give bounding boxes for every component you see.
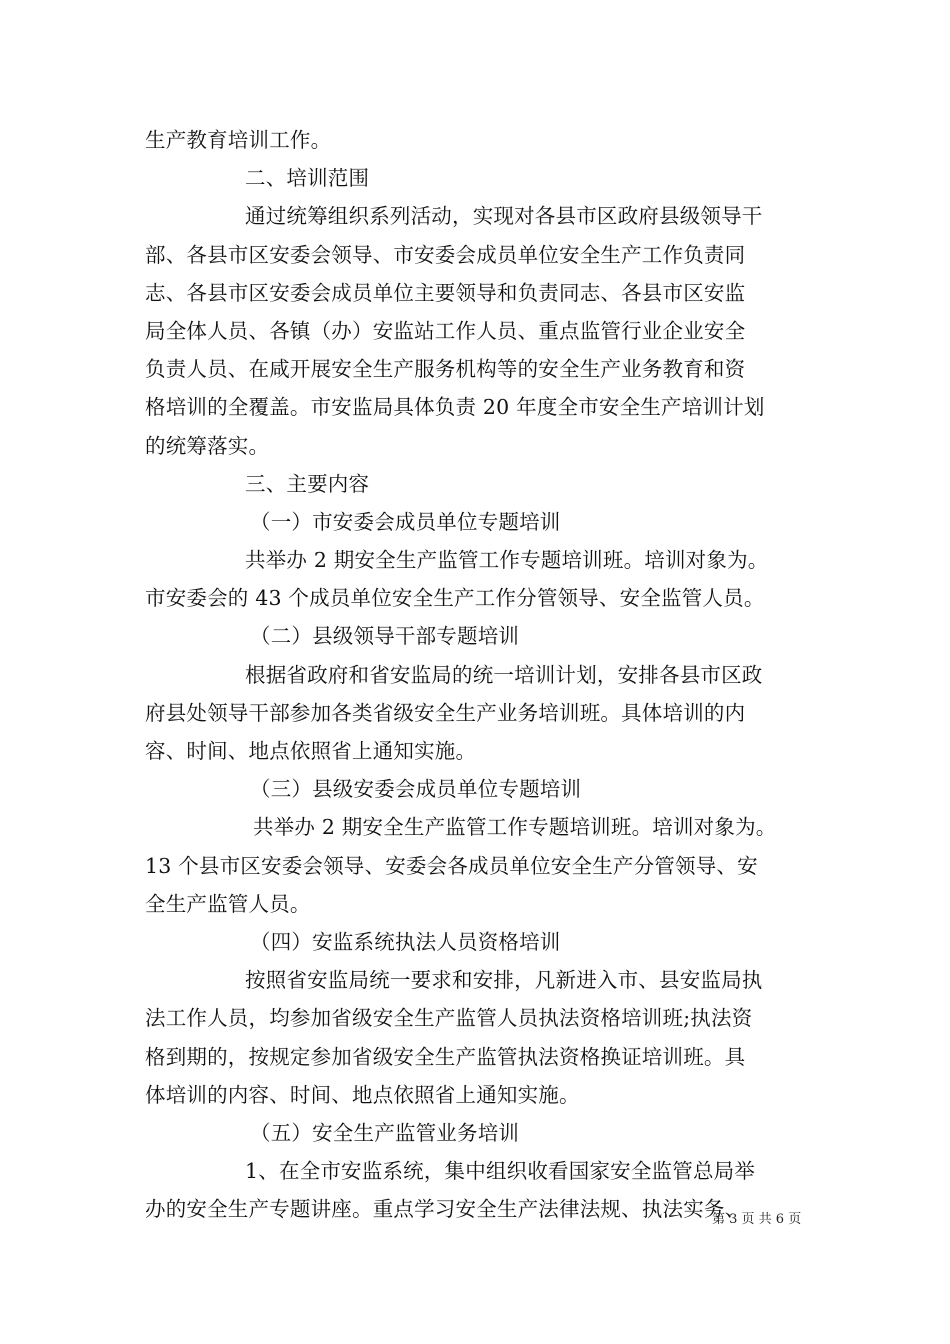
text-line: 市安委会的 43 个成员单位安全生产工作分管领导、安全监管人员。	[145, 586, 765, 611]
document-body	[145, 121, 813, 1228]
text-line: 共举办 2 期安全生产监管工作专题培训班。培训对象为。	[245, 548, 769, 573]
text-line: 共举办 2 期安全生产监管工作专题培训班。培训对象为。	[253, 815, 777, 840]
text-line: 1、在全市安监系统，集中组织收看国家安全监管总局举	[245, 1159, 756, 1184]
text-line: 格培训的全覆盖。市安监局具体负责 20 年度全市安全生产培训计划	[145, 395, 765, 420]
text-line: 负责人员、在咸开展安全生产服务机构等的安全生产业务教育和资	[145, 357, 746, 382]
text-line: 部、各县市区安委会领导、市安委会成员单位安全生产工作负责同	[145, 242, 746, 267]
subsection-heading: （四）安监系统执法人员资格培训	[250, 929, 561, 954]
text-line: 志、各县市区安委会成员单位主要领导和负责同志、各县市区安监	[145, 280, 746, 305]
text-line: 格到期的，按规定参加省级安全生产监管执法资格换证培训班。具	[145, 1044, 746, 1069]
text-line: 府县处领导干部参加各类省级安全生产业务培训班。具体培训的内	[145, 700, 746, 725]
section-heading: 三、主要内容	[245, 471, 370, 496]
text-line: 按照省安监局统一要求和安排，凡新进入市、县安监局执	[245, 968, 763, 993]
text-line: 办的安全生产专题讲座。重点学习安全生产法律法规、执法实务、	[145, 1197, 746, 1222]
text-line: 生产教育培训工作。	[145, 128, 332, 152]
text-line: 局全体人员、各镇（办）安监站工作人员、重点监管行业企业安全	[145, 318, 746, 343]
subsection-heading: （三）县级安委会成员单位专题培训	[250, 777, 582, 802]
text-line: 根据省政府和省安监局的统一培训计划，安排各县市区政	[245, 662, 763, 687]
text-line: 通过统筹组织系列活动，实现对各县市区政府县级领导干	[245, 204, 763, 229]
section-heading: 二、培训范围	[245, 166, 370, 191]
text-line: 全生产监管人员。	[145, 891, 311, 916]
page-number-footer: 第 3 页 共 6 页	[712, 1212, 802, 1227]
subsection-heading: （一）市安委会成员单位专题培训	[250, 509, 561, 534]
text-line: 容、时间、地点依照省上通知实施。	[145, 739, 477, 763]
text-line: 13 个县市区安委会领导、安委会各成员单位安全生产分管领导、安	[145, 853, 758, 878]
text-line: 体培训的内容、时间、地点依照省上通知实施。	[145, 1082, 580, 1107]
text-line: 的统筹落实。	[145, 433, 270, 458]
subsection-heading: （二）县级领导干部专题培训	[250, 624, 520, 649]
text-line: 法工作人员，均参加省级安全生产监管人员执法资格培训班;执法资	[145, 1006, 753, 1031]
subsection-heading: （五）安全生产监管业务培训	[250, 1120, 520, 1145]
